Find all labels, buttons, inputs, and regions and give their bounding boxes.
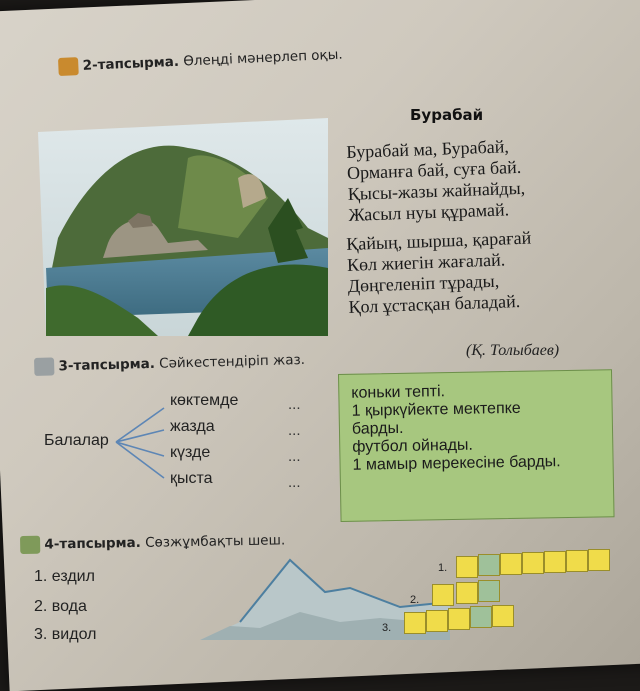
poem-line: Бурабай ма, Бурабай, [346, 136, 510, 162]
clue-number: 2. [410, 594, 420, 606]
season-spring: көктемде [170, 392, 239, 409]
blank-dots: ... [288, 448, 301, 465]
clue-number: 1. [438, 562, 448, 574]
pencil-icon [20, 536, 40, 554]
task3-number: 3-тапсырма. [58, 355, 156, 375]
branch-lines [112, 398, 172, 488]
task2-number: 2-тапсырма. [82, 53, 180, 74]
crossword-cell[interactable] [566, 550, 588, 572]
blank-dots: ... [288, 474, 301, 491]
crossword-cell[interactable] [456, 582, 478, 604]
word-item: 1. ездил [34, 568, 95, 585]
crossword-cell[interactable] [432, 584, 454, 606]
crossword-cell[interactable] [500, 553, 522, 575]
ending-line: футбол ойнады. [352, 436, 474, 456]
notebook-icon [34, 357, 54, 376]
crossword-grid [382, 548, 640, 640]
poem-line: Қол ұстасқан баладай. [348, 290, 521, 317]
task3-instruction: Сәйкестендіріп жаз. [154, 351, 306, 372]
poem-stanza-2 [346, 228, 534, 318]
task2-heading [58, 46, 343, 76]
poem-line: Орманға бай, суға бай. [346, 156, 522, 183]
crossword-cell[interactable] [588, 549, 610, 571]
crossword-cell[interactable] [404, 612, 426, 634]
task4-heading [20, 531, 285, 554]
word-item: 2. вода [34, 598, 87, 615]
blank-dots: ... [288, 396, 301, 413]
crossword-cell[interactable] [544, 551, 566, 573]
poem-title: Бурабай [410, 106, 484, 124]
blank-dots: ... [288, 422, 301, 439]
crossword-cell[interactable] [426, 610, 448, 632]
poem-line: Қысы-жазы жайнайды, [347, 177, 526, 204]
poem-line: Жасыл нуы құрамай. [348, 199, 510, 225]
crossword-cell[interactable] [478, 554, 500, 576]
crossword-cell[interactable] [492, 605, 514, 627]
word-item: 3. видол [34, 626, 97, 643]
subject-label: Балалар [44, 432, 109, 449]
season-winter: қыста [170, 470, 213, 487]
endings-box [338, 369, 615, 522]
task2-instruction: Өлеңді мәнерлеп оқы. [178, 46, 343, 70]
season-summer: жазда [170, 418, 215, 435]
poem-stanza-1 [346, 136, 526, 226]
poem-line: Дөңгеленіп тұрады, [347, 270, 500, 296]
task3-heading [34, 351, 305, 376]
poem-author: (Қ. Толыбаев) [466, 342, 560, 359]
crossword-cell[interactable] [456, 556, 478, 578]
clue-number: 3. [382, 622, 392, 634]
crossword-cell[interactable] [470, 606, 492, 628]
task4-number: 4-тапсырма. [44, 534, 141, 553]
season-autumn: күзде [170, 444, 211, 461]
ending-line: коньки тепті. [351, 383, 446, 402]
ending-line: 1 мамыр мерекесіне барды. [352, 453, 561, 474]
ending-line: 1 қыркүйекте мектепке [351, 399, 521, 420]
crossword-cell[interactable] [522, 552, 544, 574]
crossword-cell[interactable] [448, 608, 470, 630]
ending-line: барды. [351, 419, 404, 438]
crossword-cell[interactable] [478, 580, 500, 602]
poem-line: Көл жиегін жағалай. [346, 249, 506, 275]
task4-instruction: Сөзжұмбақты шеш. [140, 532, 286, 551]
poem-line: Қайың, шырша, қарағай [346, 227, 532, 254]
lake-photo [38, 118, 328, 336]
book-icon [58, 57, 79, 76]
